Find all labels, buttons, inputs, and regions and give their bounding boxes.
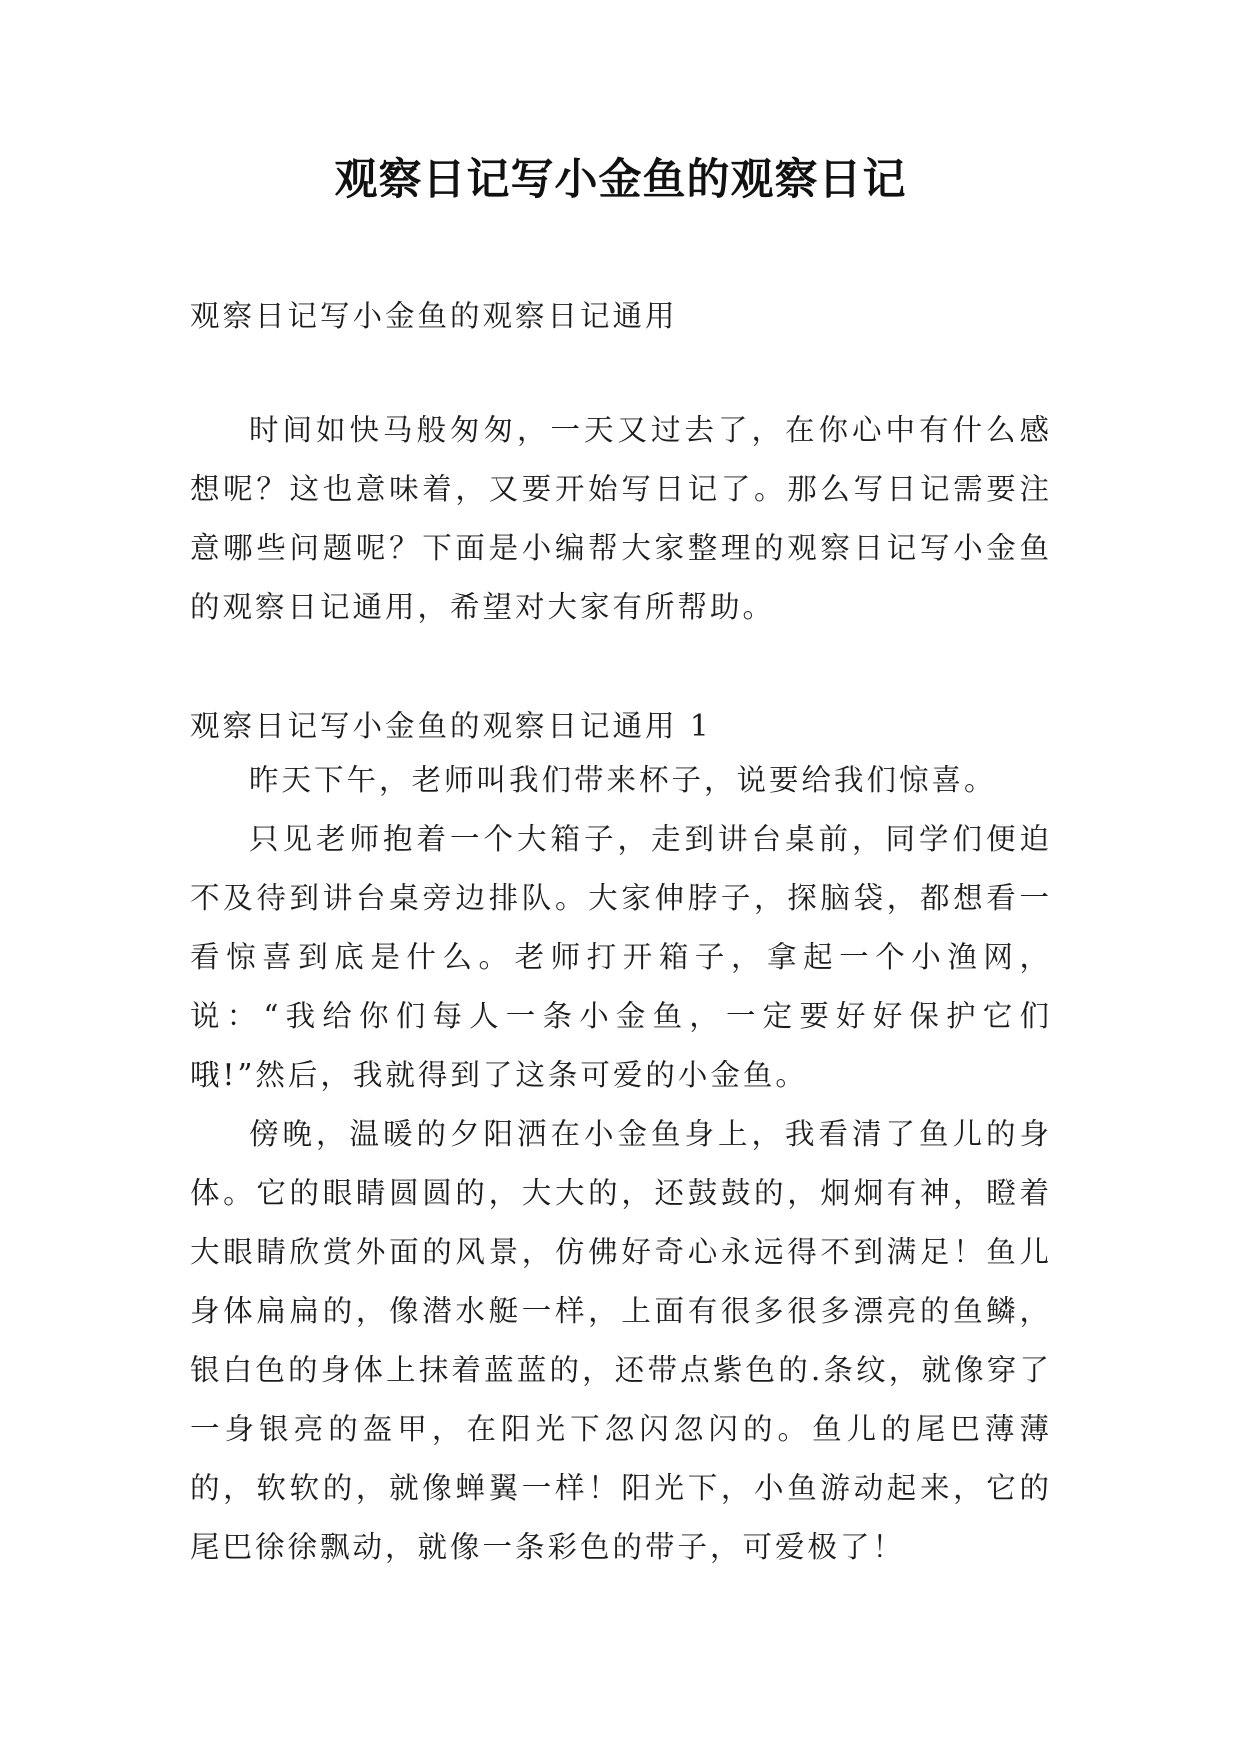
section-heading: 观察日记写小金鱼的观察日记通用 1 xyxy=(190,709,712,743)
intro-paragraph: 时间如快马般匆匆，一天又过去了，在你心中有什么感想呢？这也意味着，又要开始写日记了。那么写日记需要注意哪些问题呢？下面是小编帮大家整理的观察日记写小金鱼的观察日记通用，希望对大家有所帮助。 xyxy=(190,413,1052,624)
body-paragraph: 只见老师抱着一个大箱子，走到讲台桌前，同学们便迫不及待到讲台桌旁边排队。大家伸脖子，探脑袋，都想看一看惊喜到底是什么。老师打开箱子，拿起一个小渔网，说：“我给你们每人一条小金鱼，一定要好好保护它们哦!”然后，我就得到了这条可爱的小金鱼。 xyxy=(190,822,1052,1092)
section-heading-block xyxy=(190,697,1052,756)
document-title: 观察日记写小金鱼的观察日记 xyxy=(334,155,907,205)
document-subtitle xyxy=(190,287,1052,346)
subtitle-text: 观察日记写小金鱼的观察日记通用 xyxy=(190,299,678,333)
body-paragraph: 傍晚，温暖的夕阳洒在小金鱼身上，我看清了鱼儿的身体。它的眼睛圆圆的，大大的，还鼓鼓的，炯炯有神，瞪着大眼睛欣赏外面的风景，仿佛好奇心永远得不到满足！鱼儿身体扁扁的，像潜水艇一样，上面有很多很多漂亮的鱼鳞，银白色的身体上抹着蓝蓝的，还带点紫色的.条纹，就像穿了一身银亮的盔甲，在阳光下忽闪忽闪的。鱼儿的尾巴薄薄的，软软的，就像蝉翼一样！阳光下，小鱼游动起来，它的尾巴徐徐飘动，就像一条彩色的带子，可爱极了！ xyxy=(190,1117,1052,1564)
diary-body xyxy=(190,751,1052,1577)
intro-paragraph-block xyxy=(190,401,1052,637)
body-paragraph: 昨天下午，老师叫我们带来杯子，说要给我们惊喜。 xyxy=(249,763,997,797)
